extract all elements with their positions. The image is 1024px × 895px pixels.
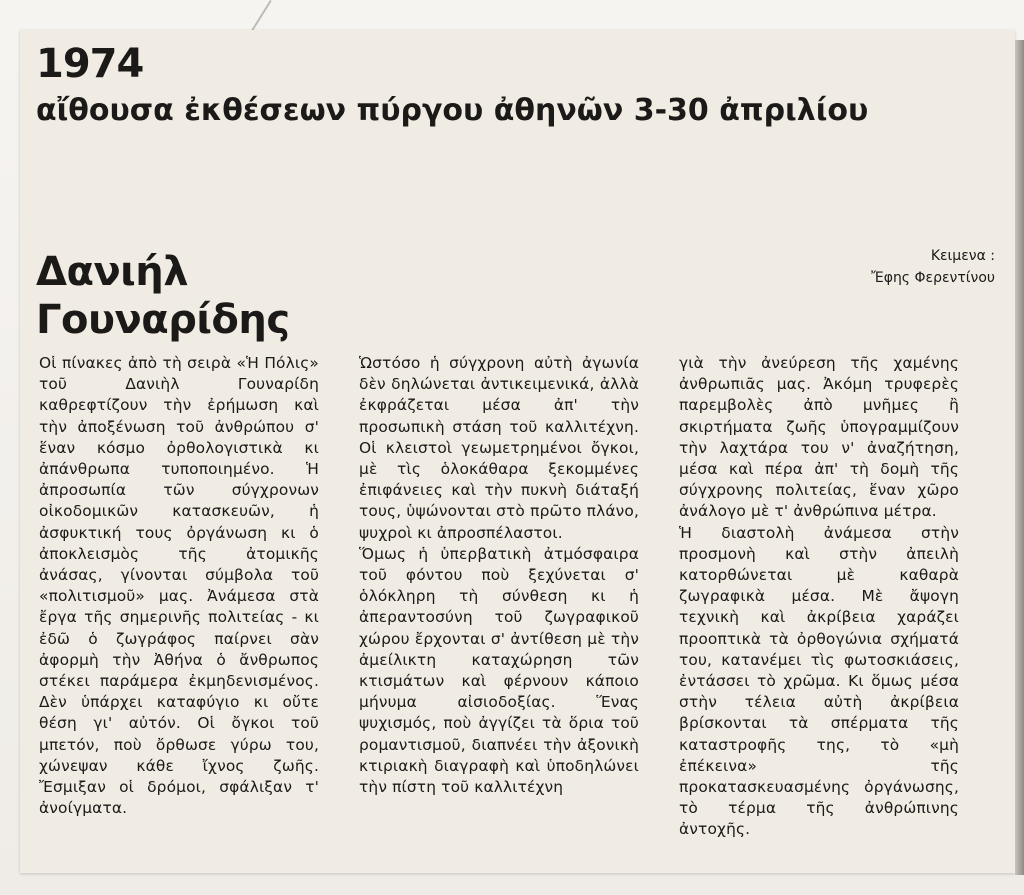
exhibition-venue-dates: αἴθουσα ἐκθέσεων πύργου ἀθηνῶν 3-30 ἀπριλίου xyxy=(36,93,869,128)
article-column-1: Οἱ πίνακες ἀπὸ τὴ σειρὰ «Ἡ Πόλις» τοῦ Δανιὴλ Γουναρίδη καθρεφτίζουν τὴν ἐρήμωση καὶ τὴν ἀποξένωση τοῦ ἀνθρώπου σ' ἕναν κόσμο ὀρθολογιστικὰ κι ἀπάνθρωπα τυποποιημένο. Ἡ ἀπροσωπία τῶν σύγχρονων οἰκοδομικῶν κατασκευῶν, ἡ ἀσφυκτική τους ὀργάνωση κι ὁ ἀποκλεισμὸς τῆς ἀτομικῆς ἀνάσας, γίνονται σύμβολα τοῦ «πολιτισμοῦ» μας. Ἀνάμεσα στὰ ἔργα τῆς σημερινῆς πολιτείας - κι ἐδῶ ὁ ζωγράφος παίρνει σὰν ἀφορμὴ τὴν Ἀθήνα ὁ ἄνθρωπος στέκει παράμερα ἐκμηδενισμένος. Δὲν ὑπάρχει καταφύγιο κι οὔτε θέση γι' αὐτόν. Οἱ ὄγκοι τοῦ μπετόν, ποὺ ὄρθωσε γύρω του, χώνεψαν κάθε ἴχνος ζωῆς. Ἔσμιξαν οἱ δρόμοι, σφάλιξαν τ' ἀνοίγματα. xyxy=(39,354,319,818)
exhibition-year: 1974 xyxy=(36,41,144,87)
exhibition-page xyxy=(20,30,1015,873)
credits-label: Κειμενα : xyxy=(930,248,995,264)
text-credits xyxy=(871,245,995,290)
credits-author: Ἔφης Φερεντίνου xyxy=(871,270,995,287)
article-columns xyxy=(39,353,973,853)
artist-last-name: Γουναρίδης xyxy=(36,297,290,343)
artist-name xyxy=(36,248,290,344)
article-column-3: γιὰ τὴν ἀνεύρεση τῆς χαμένης ἀνθρωπιᾶς μας. Ἀκόμη τρυφερὲς παρεμβολὲς ἀπὸ μνῆμες ἢ σκιρτήματα ζωῆς ὑπογραμμίζουν τὴν λαχτάρα του ν' ἀναζήτηση, μέσα καὶ πέρα ἀπ' τὴ δομὴ τῆς σύγχρονης πολιτείας, ἕναν χῶρο ἀνάλογο μὲ τ' ἀνθρώπινα μέτρα. Ἡ διαστολὴ ἀνάμεσα στὴν προσμονὴ καὶ στὴν ἀπειλὴ κατορθώνεται μὲ καθαρὰ ζωγραφικὰ μέσα. Μὲ ἄψογη τεχνικὴ καὶ ἀκρίβεια χαράζει προοπτικὰ τὰ ὀρθογώνια σχήματά του, κατανέμει τὶς φωτοσκιάσεις, ἐντάσσει τὸ χρῶμα. Κι ὅμως μέσα στὴν τέλεια αὐτὴ ἀκρίβεια βρίσκονται τὰ σπέρματα τῆς καταστροφῆς της, τὸ «μὴ ἐπέκεινα» τῆς προκατασκευασμένης ὀργάνωσης, τὸ τέρμα τῆς ἀνθρώπινης ἀντοχῆς. xyxy=(679,354,959,839)
artist-first-name: Δανιήλ xyxy=(36,249,189,295)
article-column-2: Ὡστόσο ἡ σύγχρονη αὐτὴ ἀγωνία δὲν δηλώνεται ἀντικειμενικά, ἀλλὰ ἐκφράζεται μέσα ἀπ' τὴν προσωπικὴ στάση τοῦ καλλιτέχνη. Οἱ κλειστοὶ γεωμετρημένοι ὄγκοι, μὲ τὶς ὁλοκάθαρα ξεκομμένες ἐπιφάνειες καὶ τὴν πυκνὴ διάταξή τους, ὑψώνονται στὸ πρῶτο πλάνο, ψυχροὶ κι ἀπροσπέλαστοι. Ὅμως ἡ ὑπερβατικὴ ἀτμόσφαιρα τοῦ φόντου ποὺ ξεχύνεται σ' ὁλόκληρη τὴ σύνθεση κι ἡ ἀπεραντοσύνη τοῦ ζωγραφικοῦ χώρου ἔρχονται σ' ἀντίθεση μὲ τὴν ἀμείλικτη καταχώρηση τῶν κτισμάτων καὶ φέρνουν κάποιο μήνυμα αἰσιοδοξίας. Ἕνας ψυχισμός, ποὺ ἀγγίζει τὰ ὅρια τοῦ ρομαντισμοῦ, διαπνέει τὴν ἀξονικὴ κτιριακὴ διαγραφὴ καὶ ὑποδηλώνει τὴν πίστη τοῦ καλλιτέχνη xyxy=(359,354,639,797)
page-edge-shadow xyxy=(1015,40,1024,875)
